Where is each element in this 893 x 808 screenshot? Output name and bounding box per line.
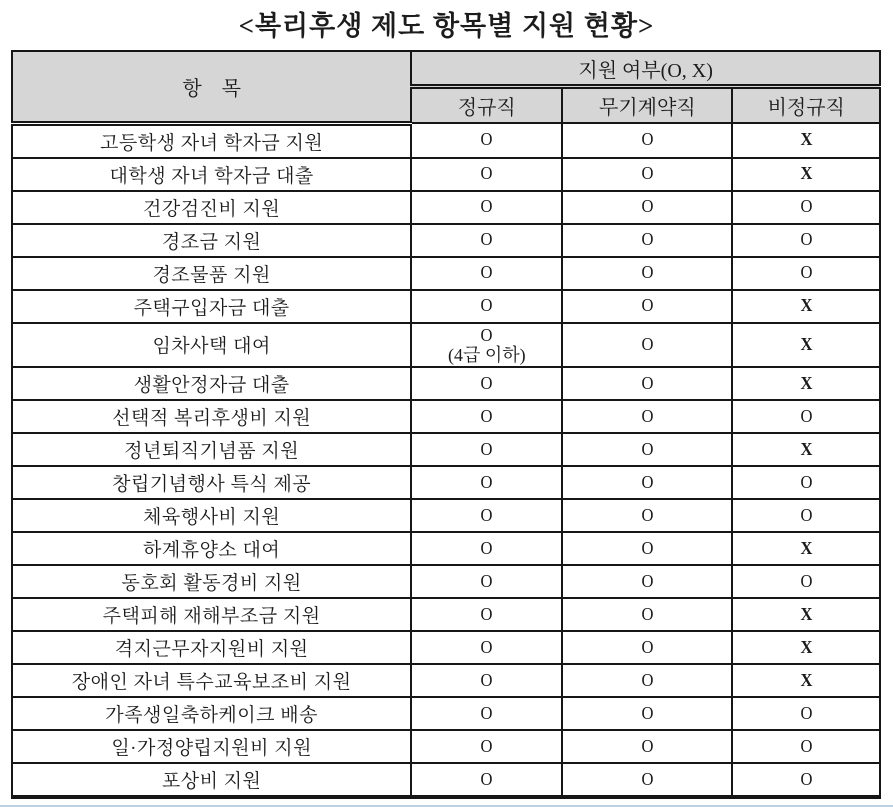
- item-cell: 장애인 자녀 특수교육보조비 지원: [12, 664, 411, 697]
- regular-value-cell: [411, 598, 562, 631]
- table-row: [12, 323, 880, 368]
- nonregular-value-cell: [732, 367, 880, 400]
- item-cell: 일·가정양립지원비 지원: [12, 730, 411, 763]
- support-mark: O: [480, 129, 493, 150]
- support-mark: O: [480, 735, 493, 756]
- regular-value-cell: [411, 433, 562, 466]
- table-row: [12, 499, 880, 532]
- column-header-nonregular: 비정규직: [732, 87, 880, 124]
- window-bottom-edge: [0, 805, 893, 807]
- support-mark: O: [641, 129, 654, 150]
- indefinite-value-cell: [562, 631, 732, 664]
- indefinite-value-cell: [562, 730, 732, 763]
- regular-value-cell: [411, 565, 562, 598]
- nonregular-value-cell: [732, 532, 880, 565]
- item-cell: 경조물품 지원: [12, 257, 411, 290]
- support-mark: O: [641, 570, 654, 591]
- support-mark: X: [800, 333, 813, 354]
- nonregular-value-cell: [732, 631, 880, 664]
- regular-value-cell: [411, 191, 562, 224]
- column-header-support-group: 지원 여부(O, X): [411, 51, 880, 87]
- regular-value-cell: [411, 400, 562, 433]
- regular-value-cell: [411, 224, 562, 257]
- support-mark: O: [641, 262, 654, 282]
- support-mark: O: [641, 471, 654, 492]
- support-mark: O: [480, 262, 493, 282]
- nonregular-value-cell: [732, 664, 880, 697]
- nonregular-value-cell: [732, 763, 880, 797]
- indefinite-value-cell: [562, 191, 732, 224]
- table-row: [12, 367, 880, 400]
- nonregular-value-cell: [732, 433, 880, 466]
- cell-note: (4급 이하): [447, 344, 526, 365]
- table-row: [12, 664, 880, 697]
- support-mark: O: [480, 636, 493, 657]
- support-mark: O: [800, 471, 813, 492]
- support-mark: O: [641, 768, 654, 789]
- indefinite-value-cell: [562, 532, 732, 565]
- support-mark: O: [641, 295, 654, 315]
- table-row: [12, 123, 880, 158]
- nonregular-value-cell: [732, 697, 880, 730]
- indefinite-value-cell: [562, 158, 732, 191]
- item-cell: 체육행사비 지원: [12, 499, 411, 532]
- support-mark: X: [800, 603, 813, 624]
- support-mark: O: [480, 229, 493, 249]
- table-row: [12, 631, 880, 664]
- table-row: [12, 763, 880, 797]
- nonregular-value-cell: [732, 499, 880, 532]
- table-row: [12, 158, 880, 191]
- support-status-table: [11, 50, 881, 799]
- support-mark: O: [641, 702, 654, 723]
- regular-value-cell: [411, 763, 562, 797]
- nonregular-value-cell: [732, 191, 880, 224]
- item-cell: 임차사택 대여: [12, 323, 411, 368]
- table-header: [12, 51, 880, 123]
- support-mark: O: [800, 196, 813, 216]
- column-header-regular: 정규직: [411, 87, 562, 124]
- item-cell: 건강검진비 지원: [12, 191, 411, 224]
- item-cell: 가족생일축하케이크 배송: [12, 697, 411, 730]
- support-mark: X: [800, 129, 813, 150]
- support-mark: X: [800, 537, 813, 558]
- support-mark: X: [800, 163, 813, 183]
- page-title: <복리후생 제도 항목별 지원 현황>: [238, 11, 655, 41]
- nonregular-value-cell: [732, 598, 880, 631]
- support-mark: O: [641, 196, 654, 216]
- nonregular-value-cell: [732, 224, 880, 257]
- support-mark: O: [641, 603, 654, 624]
- nonregular-value-cell: [732, 158, 880, 191]
- item-cell: 경조금 지원: [12, 224, 411, 257]
- indefinite-value-cell: [562, 565, 732, 598]
- support-mark: O: [480, 196, 493, 216]
- indefinite-value-cell: [562, 257, 732, 290]
- indefinite-value-cell: [562, 466, 732, 499]
- regular-value-cell: [411, 499, 562, 532]
- nonregular-value-cell: [732, 565, 880, 598]
- support-mark: O: [641, 735, 654, 756]
- indefinite-value-cell: [562, 697, 732, 730]
- support-mark: O: [480, 603, 493, 624]
- item-cell: 고등학생 자녀 학자금 지원: [12, 123, 411, 158]
- support-mark: O: [800, 702, 813, 723]
- table-body: [12, 123, 880, 797]
- item-cell: 창립기념행사 특식 제공: [12, 466, 411, 499]
- regular-value-cell: [411, 290, 562, 323]
- support-mark: O: [480, 768, 493, 789]
- support-mark: O: [641, 537, 654, 558]
- indefinite-value-cell: [562, 367, 732, 400]
- support-mark: X: [800, 372, 813, 393]
- support-mark: O: [480, 295, 493, 315]
- item-cell: 주택피해 재해부조금 지원: [12, 598, 411, 631]
- indefinite-value-cell: [562, 400, 732, 433]
- support-mark: O: [641, 438, 654, 459]
- support-mark: O: [641, 372, 654, 393]
- regular-value-cell: [411, 123, 562, 158]
- support-mark: O: [480, 537, 493, 558]
- table-row: [12, 257, 880, 290]
- support-mark: O: [641, 405, 654, 426]
- support-mark: O: [480, 163, 493, 183]
- indefinite-value-cell: [562, 664, 732, 697]
- nonregular-value-cell: [732, 323, 880, 368]
- table-row: [12, 466, 880, 499]
- support-mark: O: [480, 324, 493, 345]
- regular-value-cell: [411, 158, 562, 191]
- indefinite-value-cell: [562, 499, 732, 532]
- regular-value-cell: [411, 664, 562, 697]
- support-mark: O: [480, 438, 493, 459]
- item-cell: 동호회 활동경비 지원: [12, 565, 411, 598]
- support-mark: O: [800, 735, 813, 756]
- support-mark: O: [641, 669, 654, 690]
- support-mark: O: [480, 669, 493, 690]
- support-mark: O: [800, 570, 813, 591]
- nonregular-value-cell: [732, 123, 880, 158]
- indefinite-value-cell: [562, 433, 732, 466]
- table-row: [12, 730, 880, 763]
- support-mark: O: [480, 372, 493, 393]
- nonregular-value-cell: [732, 257, 880, 290]
- column-header-indefinite-contract: 무기계약직: [562, 87, 732, 124]
- support-mark: O: [800, 405, 813, 426]
- support-mark: O: [641, 333, 654, 354]
- support-mark: O: [800, 504, 813, 525]
- support-mark: X: [800, 636, 813, 657]
- support-mark: O: [800, 262, 813, 282]
- table-row: [12, 400, 880, 433]
- support-mark: O: [641, 636, 654, 657]
- item-cell: 포상비 지원: [12, 763, 411, 797]
- indefinite-value-cell: [562, 290, 732, 323]
- item-cell: 정년퇴직기념품 지원: [12, 433, 411, 466]
- table-row: [12, 290, 880, 323]
- support-mark: O: [641, 229, 654, 249]
- regular-value-cell: [411, 532, 562, 565]
- indefinite-value-cell: [562, 323, 732, 368]
- item-cell: 생활안정자금 대출: [12, 367, 411, 400]
- indefinite-value-cell: [562, 763, 732, 797]
- regular-value-cell: [411, 631, 562, 664]
- support-mark: O: [800, 768, 813, 789]
- item-cell: 대학생 자녀 학자금 대출: [12, 158, 411, 191]
- table-row: [12, 532, 880, 565]
- nonregular-value-cell: [732, 290, 880, 323]
- item-cell: 주택구입자금 대출: [12, 290, 411, 323]
- support-mark: X: [800, 438, 813, 459]
- indefinite-value-cell: [562, 224, 732, 257]
- nonregular-value-cell: [732, 400, 880, 433]
- regular-value-cell: [411, 697, 562, 730]
- item-cell: 선택적 복리후생비 지원: [12, 400, 411, 433]
- regular-value-cell: [411, 466, 562, 499]
- item-cell: 격지근무자지원비 지원: [12, 631, 411, 664]
- support-mark: O: [480, 702, 493, 723]
- table-row: [12, 433, 880, 466]
- table-row: [12, 565, 880, 598]
- table-row: [12, 697, 880, 730]
- nonregular-value-cell: [732, 466, 880, 499]
- table-row: [12, 191, 880, 224]
- regular-value-cell: [411, 367, 562, 400]
- support-mark: O: [641, 504, 654, 525]
- support-mark: O: [480, 570, 493, 591]
- nonregular-value-cell: [732, 730, 880, 763]
- indefinite-value-cell: [562, 123, 732, 158]
- support-mark: O: [480, 405, 493, 426]
- support-mark: O: [800, 229, 813, 249]
- item-cell: 하계휴양소 대여: [12, 532, 411, 565]
- regular-value-cell: [411, 730, 562, 763]
- support-mark: X: [800, 669, 813, 690]
- column-header-item: 항 목: [12, 51, 411, 123]
- table-row: [12, 598, 880, 631]
- support-mark: O: [641, 163, 654, 183]
- support-mark: O: [480, 504, 493, 525]
- table-row: [12, 224, 880, 257]
- support-mark: X: [800, 295, 813, 315]
- support-mark: O: [480, 471, 493, 492]
- regular-value-cell: [411, 257, 562, 290]
- regular-value-cell: [411, 323, 562, 368]
- indefinite-value-cell: [562, 598, 732, 631]
